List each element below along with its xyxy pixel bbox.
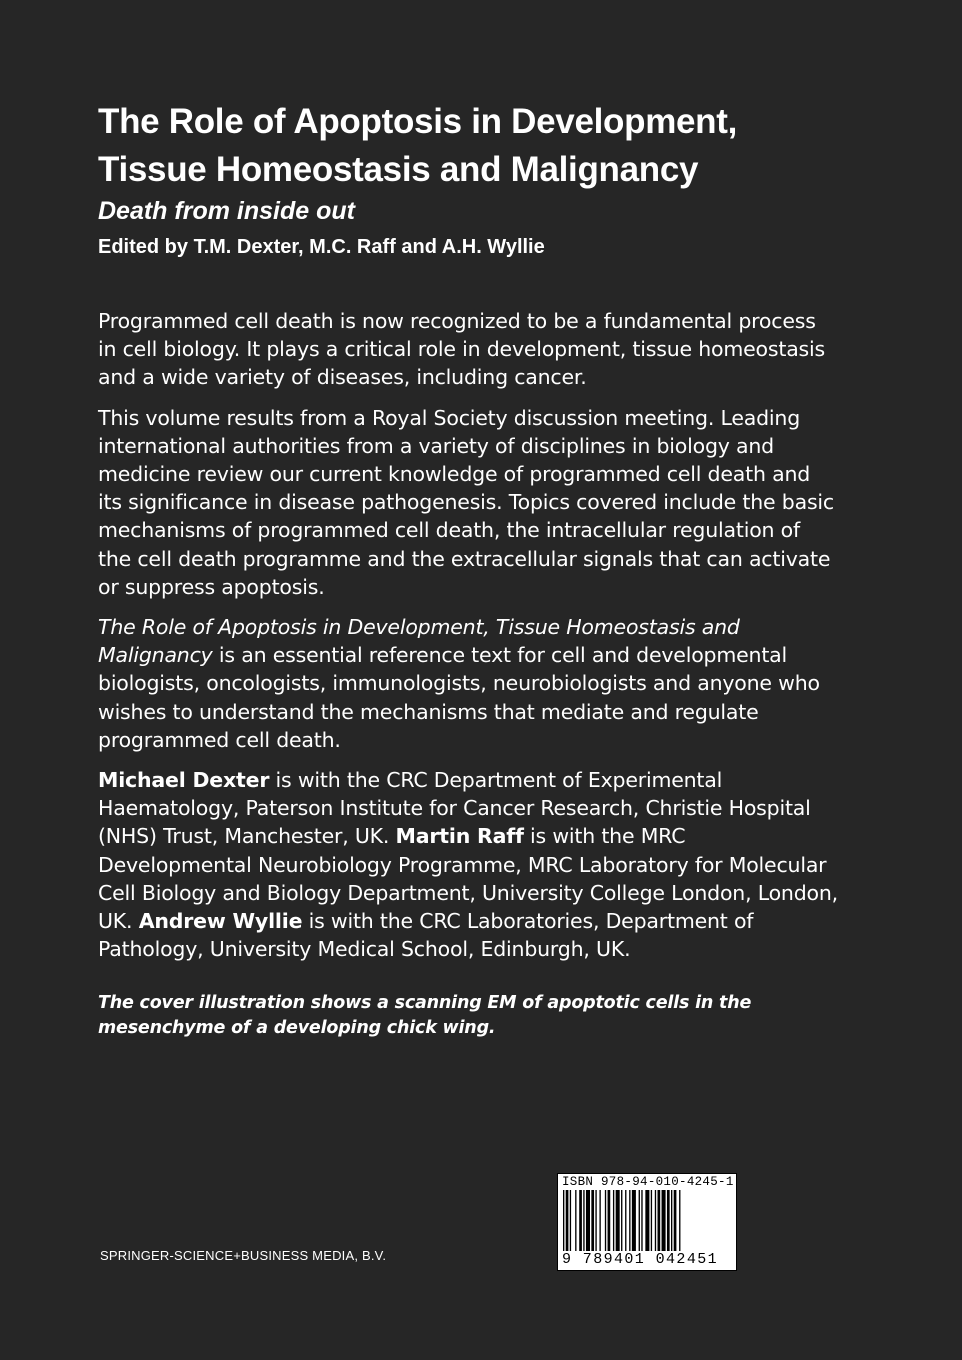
barcode-stripe	[662, 1190, 666, 1252]
barcode-stripe	[586, 1190, 590, 1252]
barcode-stripe	[674, 1190, 677, 1252]
barcode-stripe	[651, 1190, 652, 1252]
isbn-barcode	[557, 1173, 737, 1271]
barcode-stripe	[608, 1190, 611, 1252]
bio-name-raff: Martin Raff	[395, 824, 524, 849]
barcode-stripe	[605, 1190, 606, 1252]
book-editors: Edited by T.M. Dexter, M.C. Raff and A.H. Wyllie	[98, 236, 545, 258]
cover-illustration-note: The cover illustration shows a scanning EM of apoptotic cells in the mesenchyme of a developing chick wing.	[98, 993, 752, 1038]
book-subtitle: Death from inside out	[98, 197, 355, 225]
barcode-bars-icon	[562, 1190, 732, 1252]
barcode-stripe	[629, 1190, 630, 1252]
description-paragraph-2: This volume results from a Royal Society discussion meeting. Leading international authorities from a variety of disciplines in biology and medicine review our current knowledge of programmed cell death and its significance in disease pathogenesis. Topics covered include the basic mechanisms of programmed cell death, the intracellular regulation of the cell death programme and the extracellular signals that can activate or suppress apoptosis.	[98, 405, 834, 599]
book-title	[98, 98, 838, 194]
book-title-line1: The Role of Apoptosis in Development,	[98, 102, 738, 141]
barcode-stripe	[641, 1190, 642, 1252]
barcode-stripe	[621, 1190, 622, 1252]
barcode-stripe	[667, 1190, 670, 1252]
bio-name-dexter: Michael Dexter	[98, 768, 270, 793]
isbn-label: ISBN 978-94-010-4245-1	[562, 1175, 734, 1189]
back-cover-content	[98, 98, 838, 1040]
barcode-stripe	[639, 1190, 640, 1252]
barcode-stripe	[583, 1190, 584, 1252]
barcode-stripe	[625, 1190, 626, 1252]
barcode-stripe	[591, 1190, 594, 1252]
description-book-title: The Role of Apoptosis in Development, Tissue Homeostasis and Malignancy	[98, 615, 740, 668]
barcode-stripe	[563, 1190, 564, 1252]
barcode-stripe	[575, 1190, 576, 1252]
bio-text-wyllie: is with the CRC Laboratories, Department of Pathology, University Medical School, Edinburgh, UK.	[98, 909, 754, 962]
barcode-stripe	[616, 1190, 620, 1252]
book-title-line2: Tissue Homeostasis and Malignancy	[98, 150, 699, 189]
publisher-name: SPRINGER-SCIENCE+BUSINESS MEDIA, B.V.	[100, 1248, 387, 1263]
barcode-stripe	[655, 1190, 656, 1252]
description-paragraph-1: Programmed cell death is now recognized to be a fundamental process in cell biology. It plays a critical role in development, tissue homeostasis and a wide variety of diseases, including cancer.	[98, 309, 826, 390]
barcode-stripe	[645, 1190, 649, 1252]
barcode-stripe	[679, 1190, 680, 1252]
editor-bios	[98, 766, 838, 963]
barcode-stripe	[579, 1190, 582, 1252]
barcode-stripe	[632, 1190, 636, 1252]
barcode-stripe	[613, 1190, 614, 1252]
barcode-stripe	[671, 1190, 672, 1252]
description-paragraph-3-text: is an essential reference text for cell and developmental biologists, oncologists, immunologists, neurobiologists and anyone who wishes to understand the mechanisms that mediate and regulate programmed cell death.	[98, 643, 820, 752]
bio-text-raff: is with the MRC Developmental Neurobiology Programme, MRC Laboratory for Molecular Cell Biology and Biology Department, University College London, London, UK.	[98, 824, 838, 934]
barcode-number: 9 789401 042451	[562, 1251, 719, 1268]
barcode-stripe	[566, 1190, 569, 1252]
barcode-stripe	[599, 1190, 600, 1252]
barcode-stripe	[658, 1190, 661, 1252]
barcode-stripe	[570, 1190, 571, 1252]
bio-name-wyllie: Andrew Wyllie	[138, 909, 303, 934]
bio-text-dexter: is with the CRC Department of Experimental Haematology, Paterson Institute for Cancer Research, Christie Hospital (NHS) Trust, Manchester, UK.	[98, 768, 811, 849]
barcode-stripe	[595, 1190, 596, 1252]
description-paragraph-3	[98, 613, 838, 754]
